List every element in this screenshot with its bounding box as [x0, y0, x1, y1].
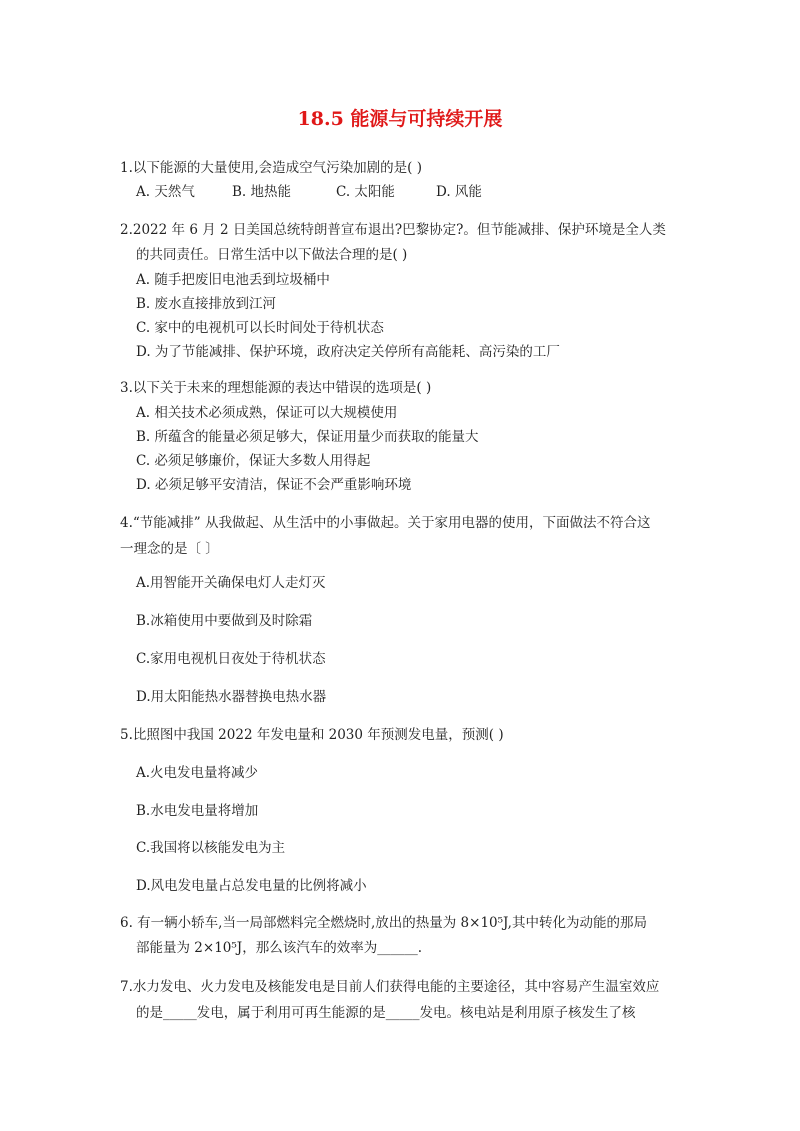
question-4-option-d: D.用太阳能热水器替换电热水器	[136, 689, 327, 705]
question-1-stem: 1.以下能源的大量使用,会造成空气污染加剧的是( )	[120, 160, 422, 176]
question-6-line-1: 6. 有一辆小轿车,当一局部燃料完全燃烧时,放出的热量为 8×10⁵J,其中转化为动能的那局	[120, 915, 647, 931]
question-1-option-a: A. 天然气	[136, 184, 195, 200]
question-7-line-1: 7.水力发电、火力发电及核能发电是目前人们获得电能的主要途径，其中容易产生温室效应	[120, 979, 660, 995]
question-2-stem-line-2: 的共同责任。日常生活中以下做法合理的是( )	[136, 247, 408, 263]
question-3-option-a: A. 相关技术必须成熟，保证可以大规模使用	[136, 405, 398, 421]
question-5-option-d: D.风电发电量占总发电量的比例将减小	[136, 878, 367, 894]
question-3-option-d: D. 必须足够平安清洁，保证不会严重影响环境	[136, 477, 412, 493]
question-5-option-c: C.我国将以核能发电为主	[136, 840, 286, 856]
question-2-option-a: A. 随手把废旧电池丢到垃圾桶中	[136, 272, 330, 288]
question-4-option-c: C.家用电视机日夜处于待机状态	[136, 651, 326, 667]
question-2-stem-line-1: 2.2022 年 6 月 2 日美国总统特朗普宣布退出?巴黎协定?。但节能减排、保护环境是全人类	[120, 222, 666, 238]
question-2-option-c: C. 家中的电视机可以长时间处于待机状态	[136, 320, 384, 336]
question-2-option-d: D. 为了节能减排、保护环境，政府决定关停所有高能耗、高污染的工厂	[136, 344, 560, 360]
question-1-options	[136, 180, 482, 200]
question-4-stem-line-2: 一理念的是〔 〕	[120, 541, 219, 557]
question-5-option-b: B.水电发电量将增加	[136, 803, 259, 819]
question-1-option-b: B. 地热能	[232, 184, 292, 200]
question-1-option-d: D. 风能	[436, 184, 482, 200]
question-4-stem-line-1: 4.“节能减排” 从我做起、从生活中的小事做起。关于家用电器的使用，下面做法不符合这	[120, 515, 651, 531]
question-4-option-b: B.冰箱使用中要做到及时除霜	[136, 613, 313, 629]
page-title: 18.5 能源与可持续开展	[297, 108, 503, 130]
question-7-line-2: 的是_____发电，属于利用可再生能源的是_____发电。核电站是利用原子核发生了核	[136, 1005, 636, 1021]
question-3-option-c: C. 必须足够廉价，保证大多数人用得起	[136, 453, 371, 469]
question-1-option-c: C. 太阳能	[336, 184, 395, 200]
question-5-stem: 5.比照图中我国 2022 年发电量和 2030 年预测发电量，预测( )	[120, 727, 504, 743]
question-3-stem: 3.以下关于未来的理想能源的表达中错误的选项是( )	[120, 380, 432, 396]
question-3-option-b: B. 所蕴含的能量必须足够大，保证用量少而获取的能量大	[136, 429, 479, 445]
question-5-option-a: A.火电发电量将减少	[136, 765, 259, 781]
question-6-line-2: 部能量为 2×10⁵J，那么该汽车的效率为______.	[136, 940, 422, 956]
question-4-option-a: A.用智能开关确保电灯人走灯灭	[136, 575, 326, 591]
question-2-option-b: B. 废水直接排放到江河	[136, 296, 277, 312]
